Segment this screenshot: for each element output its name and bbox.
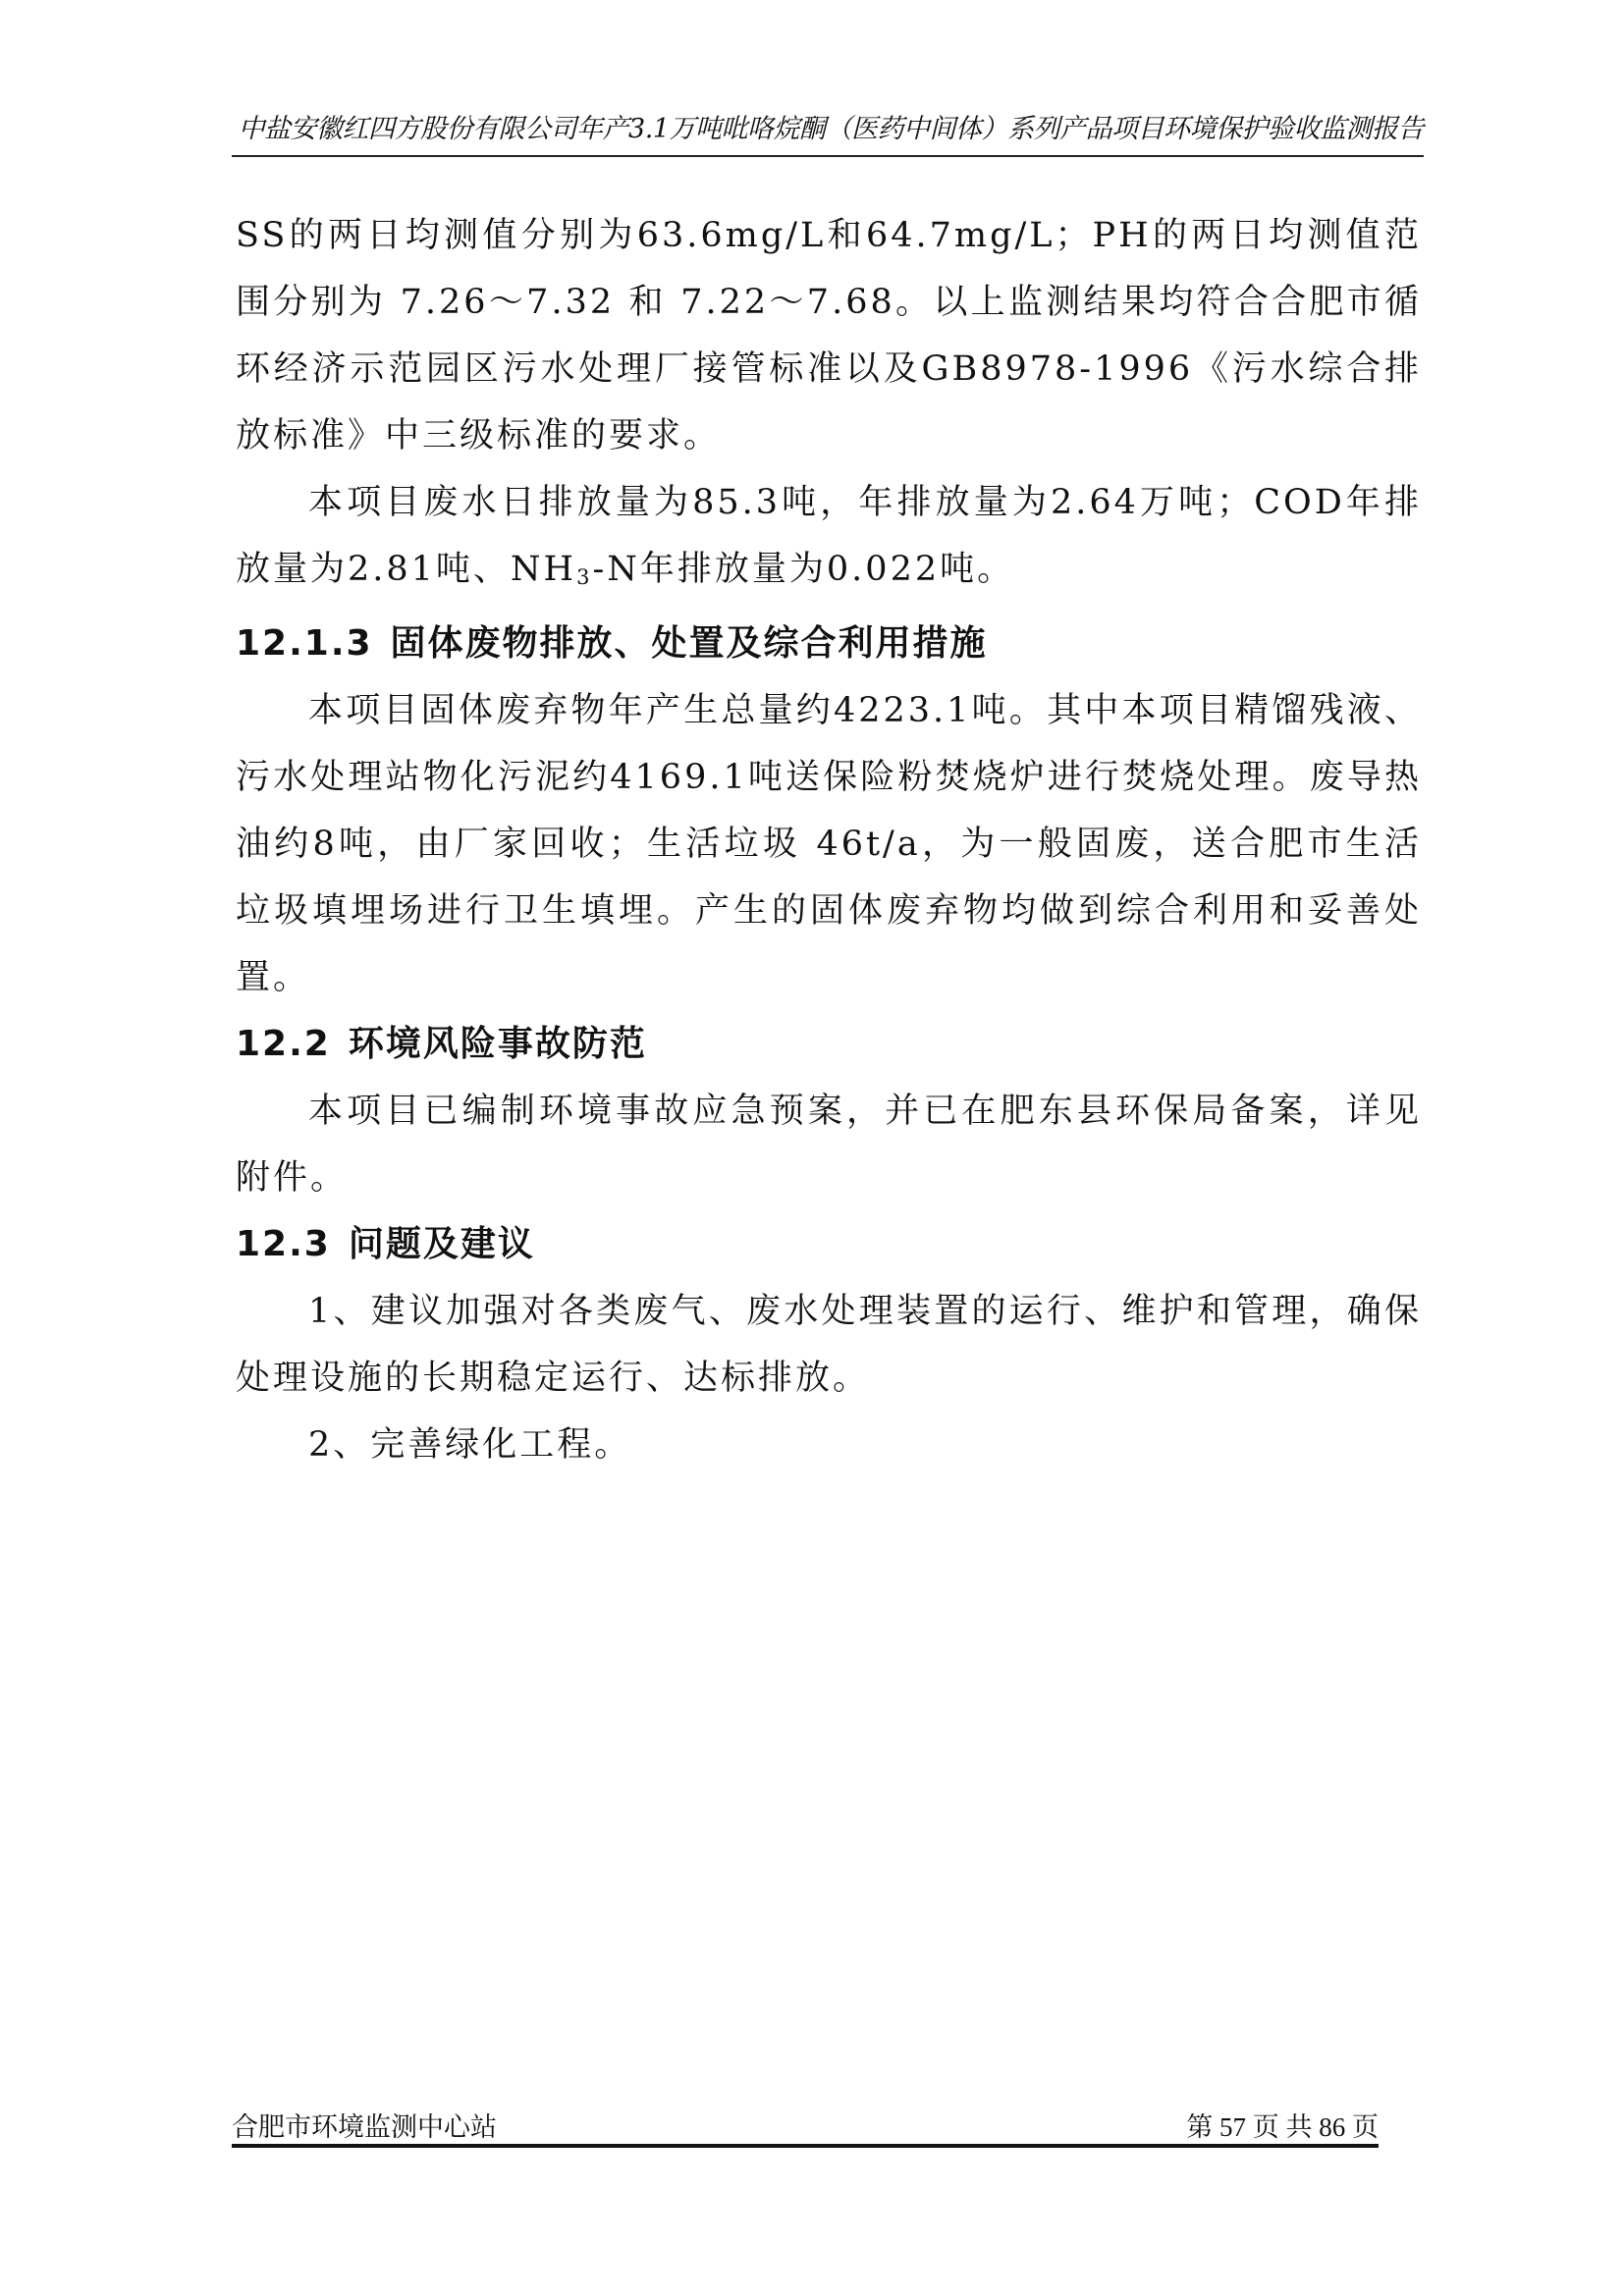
footer-rule (232, 2144, 1379, 2148)
paragraph-suggestion-2: 2、完善绿化工程。 (308, 1425, 632, 1465)
heading-title: 固体废物排放、处置及综合利用措施 (390, 623, 988, 664)
paragraph-ss-ph-results: SS的两日均测值分别为63.6mg/L和64.7mg/L；PH的两日均测值范围分别为 7.26～7.32 和 7.22～7.68。以上监测结果均符合合肥市循环经济示范园区污水处理厂接管标准以及GB8978-1996《污水综合排放标准》中三级标准的要求。 (236, 216, 1422, 455)
paragraph-risk-prevention: 本项目已编制环境事故应急预案，并已在肥东县环保局备案，详见附件。 (236, 1092, 1422, 1198)
header-title: 中盐安徽红四方股份有限公司年产3.1万吨吡咯烷酮（医药中间体）系列产品项目环境保护验收监测报告 (238, 114, 1424, 144)
heading-12-3 (236, 1211, 1422, 1278)
heading-number: 12.2 (236, 1024, 331, 1064)
paragraph-solid-waste: 本项目固体废弃物年产生总量约4223.1吨。其中本项目精馏残液、污水处理站物化污泥约4169.1吨送保险粉焚烧炉进行焚烧处理。废导热油约8吨，由厂家回收；生活垃圾 46t/a，为一般固废，送合肥市生活垃圾填埋场进行卫生填埋。产生的固体废弃物均做到综合利用和妥善处置。 (236, 691, 1422, 997)
paragraph-suggestion-1: 1、建议加强对各类废气、废水处理装置的运行、维护和管理，确保处理设施的长期稳定运行、达标排放。 (236, 1292, 1422, 1398)
wastewater-text-part1: 本项目废水日排放量为85.3吨，年排放量为2.64万吨；COD年排放量为2.81吨、NH (236, 483, 1422, 589)
document-body (236, 202, 1422, 1478)
heading-title: 环境风险事故防范 (348, 1024, 647, 1064)
footer-page-number: 第 57 页 共 86 页 (1186, 2112, 1379, 2142)
footer-organization: 合肥市环境监测中心站 (232, 2112, 497, 2142)
heading-title: 问题及建议 (348, 1224, 535, 1264)
paragraph-wastewater-discharge (236, 469, 1422, 611)
nh3-subscript: 3 (576, 565, 593, 589)
heading-number: 12.3 (236, 1224, 331, 1264)
heading-12-1-3 (236, 611, 1422, 677)
page-header (232, 110, 1424, 157)
wastewater-text-part2: -N年排放量为0.022吨。 (592, 550, 1015, 589)
heading-number: 12.1.3 (236, 623, 373, 664)
heading-12-2 (236, 1011, 1422, 1078)
page-footer (232, 2110, 1379, 2146)
